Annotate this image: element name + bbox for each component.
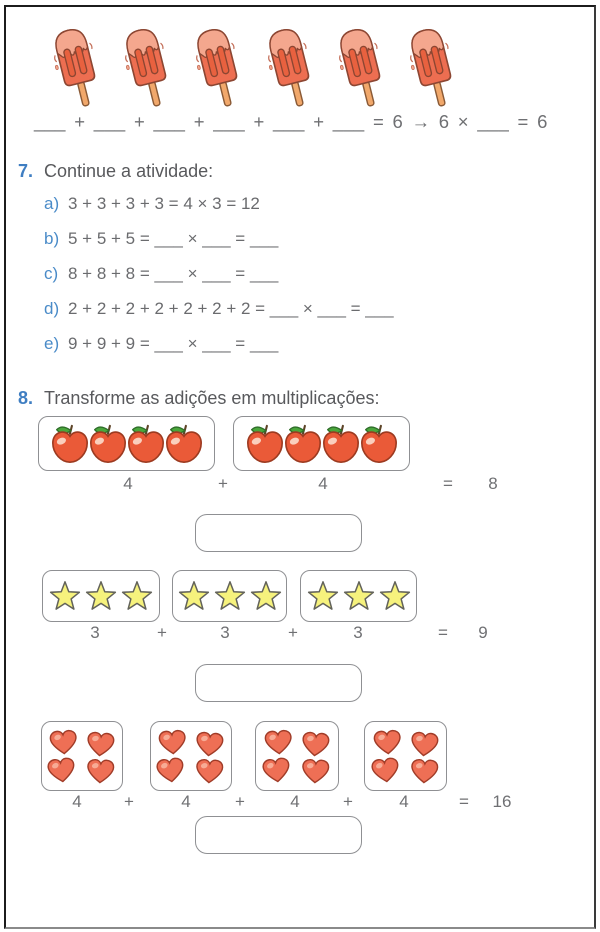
heart-group-box (41, 721, 123, 791)
star-icon (48, 579, 82, 613)
exercise7-number: 7. (18, 161, 34, 181)
star-group-box (42, 570, 160, 622)
plus-sign: + (218, 474, 228, 493)
heart-group-box (255, 721, 339, 791)
plus-sign: + (288, 623, 298, 642)
star-icon (177, 579, 211, 613)
apple-icon (87, 421, 129, 467)
plus-sign: + (124, 792, 134, 811)
addend: 4 (290, 792, 300, 811)
apple-group-box (233, 416, 410, 471)
heart-icon (263, 728, 294, 757)
heart-icon (48, 728, 79, 757)
heart-group-box (364, 721, 447, 791)
apple-icon (320, 421, 362, 467)
heart-icon (154, 755, 186, 785)
star-group-box (300, 570, 417, 622)
exercise7-item-d (44, 299, 394, 319)
heart-icon (300, 757, 330, 785)
plus-sign: + (157, 623, 167, 642)
popsicle-icon (50, 22, 104, 114)
star-icon (213, 579, 247, 613)
exercise7-item-a (44, 194, 260, 214)
apple-icon (49, 421, 91, 467)
apple-icon (125, 421, 167, 467)
answer-box-hearts[interactable] (195, 816, 362, 854)
popsicle-icon (335, 22, 389, 114)
item-text: 8 + 8 + 8 = ___ × ___ = ___ (68, 264, 279, 283)
heart-icon (372, 728, 403, 757)
answer-box-apples[interactable] (195, 514, 362, 552)
star-icon (306, 579, 340, 613)
plus-sign: + (235, 792, 245, 811)
item-text: 3 + 3 + 3 + 3 = 4 × 3 = 12 (68, 194, 260, 213)
addend: 4 (318, 474, 328, 493)
heart-icon (260, 755, 292, 785)
addend: 4 (72, 792, 82, 811)
item-text: 5 + 5 + 5 = ___ × ___ = ___ (68, 229, 279, 248)
apple-icon (244, 421, 286, 467)
answer-box-stars[interactable] (195, 664, 362, 702)
heart-icon (409, 757, 439, 785)
equals-sign: = (438, 623, 448, 642)
star-icon (249, 579, 283, 613)
popsicle-icon (406, 22, 460, 114)
equals-sign: = (443, 474, 453, 493)
sum: 16 (492, 792, 512, 811)
item-text: 2 + 2 + 2 + 2 + 2 + 2 + 2 = ___ × ___ = ___ (68, 299, 394, 318)
heart-icon (85, 730, 116, 759)
apple-icon (163, 421, 205, 467)
heart-icon (85, 757, 115, 785)
popsicle-row (50, 22, 460, 114)
addend: 4 (181, 792, 191, 811)
item-letter: a) (44, 194, 60, 213)
exercise7-item-b (44, 229, 278, 249)
sum: 9 (478, 623, 488, 642)
addend: 4 (123, 474, 133, 493)
item-letter: c) (44, 264, 59, 283)
star-icon (378, 579, 412, 613)
heart-icon (300, 730, 331, 759)
item-letter: b) (44, 229, 60, 248)
heart-icon (194, 757, 224, 785)
heart-icon (408, 730, 439, 759)
apple-group-box (38, 416, 215, 471)
sum: 8 (488, 474, 498, 493)
heart-icon (45, 755, 77, 785)
exercise7-title: Continue a atividade: (44, 161, 214, 181)
heart-icon (369, 755, 401, 785)
exercise7-item-c (44, 264, 278, 284)
heart-icon (157, 728, 188, 757)
equals-sign: = (459, 792, 469, 811)
heart-group-box (150, 721, 232, 791)
star-icon (342, 579, 376, 613)
addend: 3 (90, 623, 100, 642)
exercise8-number: 8. (18, 388, 34, 408)
star-icon (84, 579, 118, 613)
heart-icon (194, 730, 225, 759)
star-icon (120, 579, 154, 613)
exercise7-item-e (44, 334, 278, 354)
popsicle-icon (264, 22, 318, 114)
popsicle-icon (121, 22, 175, 114)
apple-icon (358, 421, 400, 467)
addend: 4 (399, 792, 409, 811)
popsicle-icon (192, 22, 246, 114)
exercise8-title: Transforme as adições em multiplicações: (44, 388, 380, 408)
item-text: 9 + 9 + 9 = ___ × ___ = ___ (68, 334, 279, 353)
plus-sign: + (343, 792, 353, 811)
addend: 3 (220, 623, 230, 642)
item-letter: e) (44, 334, 60, 353)
apple-icon (282, 421, 324, 467)
star-group-box (172, 570, 287, 622)
addend: 3 (353, 623, 363, 642)
popsicle-equation: ___ + ___ + ___ + ___ + ___ + ___ = 6 → 6 × ___ = 6 (34, 111, 548, 132)
item-letter: d) (44, 299, 60, 318)
